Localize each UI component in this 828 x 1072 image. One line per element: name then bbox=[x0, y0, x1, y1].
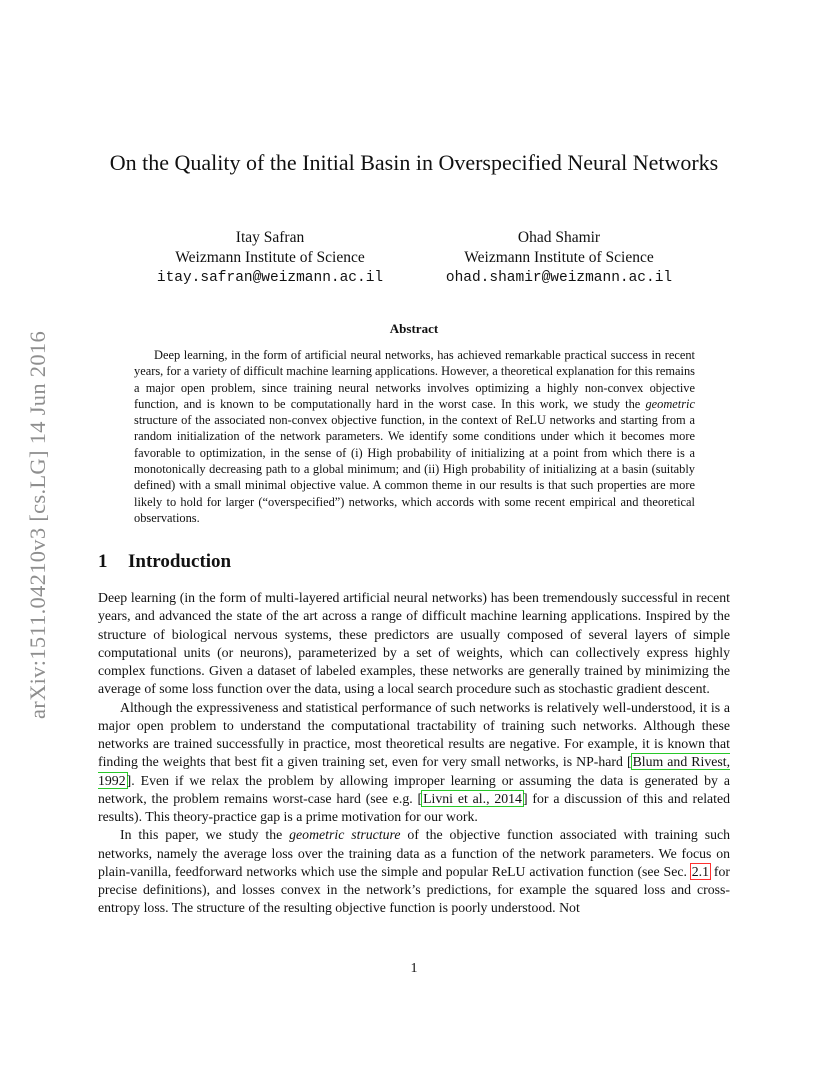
abstract-heading: Abstract bbox=[389, 321, 439, 336]
arxiv-identifier: arXiv:1511.04210v3 [cs.LG] 14 Jun 2016 bbox=[25, 330, 50, 720]
page-number: 1 bbox=[410, 961, 418, 976]
citation-link[interactable]: Livni et al., 2014 bbox=[423, 790, 522, 806]
author-name: Itay Safran bbox=[235, 229, 305, 246]
author-affiliation: Weizmann Institute of Science bbox=[175, 249, 365, 266]
author-name: Ohad Shamir bbox=[517, 229, 601, 246]
body-text bbox=[98, 589, 730, 918]
author-block-2 bbox=[418, 228, 700, 288]
paragraph: Although the expressiveness and statistical performance of such networks is relatively well-understood, it is a major open problem to understand the computational tractability of training such networks. Although these networks are trained successfully in practice, most theoretical results are negative. For example, it is known that finding the weights that best fit a given training set, even for very small networks, is NP-hard [Blum and Rivest, 1992]. Even if we relax the problem by allowing improper learning or assuming the data is generated by a network, the problem remains worst-case hard (see e.g. [Livni et al., 2014] for a discussion of this and related results). This theory-practice gap is a prime motivation for our work. bbox=[98, 699, 731, 824]
abstract-text: Deep learning, in the form of artificial neural networks, has achieved remarkable practical success in recent years, for a variety of difficult machine learning applications. However, a theoretical explanation for this remains a major open problem, since training neural networks involves optimizing a highly non-convex objective function, and is known to be computationally hard in the worst case. In this work, we study the geometric structure of the associated non-convex objective function, in the context of ReLU networks and starting from a random initialization of the network parameters. We identify some conditions under which it becomes more favorable to optimization, in the sense of (i) High probability of initializing at a point from which there is a monotonically decreasing path to a global minimum; and (ii) High probability of initializing at a basin (suitably defined) with a small minimal objective value. A common theme in our results is that such properties are more likely to hold for larger (“overspecified”) networks, which accords with some recent empirical and theoretical observations. bbox=[134, 348, 695, 525]
section-title: Introduction bbox=[128, 551, 232, 572]
section-heading bbox=[98, 551, 231, 573]
author-email: itay.safran@weizmann.ac.il bbox=[156, 270, 384, 286]
author-block-1 bbox=[130, 228, 410, 288]
author-affiliation: Weizmann Institute of Science bbox=[464, 249, 654, 266]
section-number: 1 bbox=[98, 551, 108, 572]
arxiv-sidebar-stamp bbox=[18, 290, 58, 760]
section-reference-link[interactable]: 2.1 bbox=[691, 863, 710, 879]
emphasis: geometric structure bbox=[289, 827, 401, 843]
author-email: ohad.shamir@weizmann.ac.il bbox=[445, 270, 673, 286]
paragraph: Deep learning (in the form of multi-layered artificial neural networks) has been tremendously successful in recent years, and advanced the state of the art across a range of difficult machine learning applications. Inspired by the structure of biological nervous systems, these predictors are usually composed of several layers of simple computational units (or neurons), parameterized by a set of weights, which can collectively express highly complex functions. Given a dataset of labeled examples, these networks are generally trained by minimizing the average of some loss function over the data, using a local search procedure such as stochastic gradient descent. bbox=[98, 590, 730, 697]
abstract-emphasis: geometric bbox=[645, 396, 695, 411]
paragraph: In this paper, we study the geometric structure of the objective function associated with training such networks, namely the average loss over the training data as a function of the network parameters. We focus on plain-vanilla, feedforward networks which use the simple and popular ReLU activation function (see Sec. 2.1 for precise definitions), and losses convex in the network’s predictions, for example the squared loss and cross-entropy loss. The structure of the resulting objective function is poorly understood. Not bbox=[98, 827, 730, 916]
citation-link[interactable]: Blum and Rivest, 1992 bbox=[98, 754, 731, 788]
paper-title: On the Quality of the Initial Basin in Overspecified Neural Networks bbox=[109, 150, 719, 175]
